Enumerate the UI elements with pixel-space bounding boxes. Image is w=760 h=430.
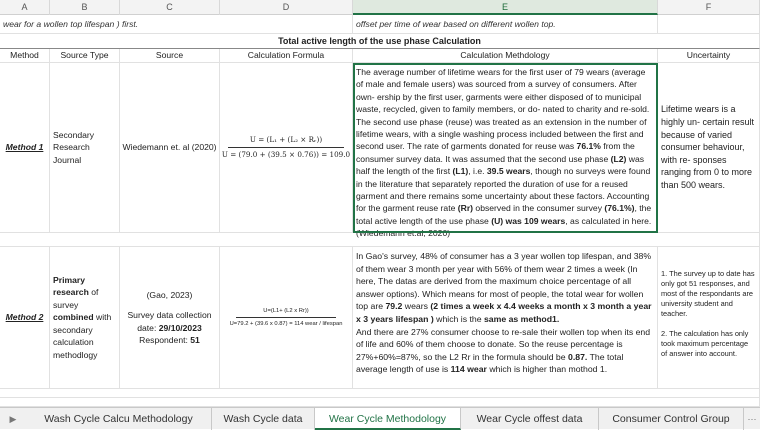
text-run: In Gao's survey, 48% of consumer has a 3 year wollen top lifespan, and 38% of them wear 3 month per year with 56% of them wear 2 times a week (In here, The datas are derived from the maximum choice percentage of all answer options). Which means for most of people, the total wear for wollen top are bbox=[356, 251, 652, 312]
bold-text-run: 79.2 bbox=[385, 301, 403, 312]
method2-source-date: 29/10/2023 bbox=[158, 322, 202, 333]
bold-text-run: 0.87. bbox=[568, 351, 588, 362]
header-source-type[interactable]: Source Type bbox=[50, 49, 120, 63]
header-uncertainty[interactable]: Uncertainty bbox=[658, 49, 760, 63]
method2-source bbox=[123, 289, 216, 347]
bold-text-run: (L2) bbox=[610, 153, 627, 164]
text-run: , though no surveys were found in the literature that separately reported the duration of use for a reused garment and there remains some uncertainty about these factors. Accounting for the garment reuse rate bbox=[356, 166, 651, 214]
method2-source-type-cell[interactable] bbox=[50, 247, 120, 389]
top-row-f-cell[interactable] bbox=[658, 15, 760, 34]
method2-source-type bbox=[53, 274, 116, 361]
formula-fraction-line bbox=[228, 147, 344, 148]
text-run: observed in the consumer survey bbox=[473, 203, 605, 214]
method2-source-type-bold2: combined bbox=[53, 312, 94, 323]
method1-uncertainty: Lifetime wears is a highly un- certain result because of varied consumer behaviour, with re- sponses ranging from 0 to more than 500 wears. bbox=[661, 104, 755, 190]
method1-formula bbox=[222, 135, 350, 160]
bold-text-run: (76.1%) bbox=[604, 203, 635, 214]
header-methodology[interactable]: Calculation Methdology bbox=[353, 49, 658, 63]
column-header-bar bbox=[0, 0, 760, 15]
method1-methodology-cell[interactable] bbox=[353, 63, 658, 239]
text-run: was half the length of the first bbox=[356, 153, 645, 177]
method2-label-cell[interactable] bbox=[0, 247, 50, 389]
method1-formula-numerator: U = (L₁ + (L₂ × Rᵣ)) bbox=[249, 135, 323, 144]
method2-formula-cell[interactable] bbox=[220, 247, 353, 389]
method2-methodology-cell[interactable] bbox=[353, 247, 658, 389]
method2-source-type-bold1: Primary research bbox=[53, 275, 89, 298]
method2-source-respondent: 51 bbox=[190, 334, 200, 345]
top-row-left-cell[interactable] bbox=[0, 15, 353, 34]
tab-wear-cycle-offest-data[interactable]: Wear Cycle offest data bbox=[461, 408, 599, 430]
text-run: , as calculated in here. (Wiedemann et.al, 2020) bbox=[356, 215, 652, 239]
column-header-c[interactable]: C bbox=[120, 0, 220, 15]
column-header-b[interactable]: B bbox=[50, 0, 120, 15]
method1-methodology-text bbox=[356, 66, 654, 240]
bold-text-run: same as method1. bbox=[483, 313, 560, 324]
text-run: which is the bbox=[433, 313, 484, 324]
column-header-a[interactable]: A bbox=[0, 0, 50, 15]
method1-source-type: Secondary Research Journal bbox=[53, 129, 95, 165]
bold-text-run: (U) was 109 wears bbox=[491, 215, 566, 226]
method2-source-date-line: Survey data collection date: 29/10/2023 bbox=[127, 310, 212, 333]
method1-source-type-cell[interactable] bbox=[50, 63, 120, 233]
more-sheets-icon[interactable]: ⋯ bbox=[747, 414, 757, 424]
method1-formula-denominator: U = (79.0 + (39.5 × 0.76)) = 109.0 bbox=[221, 150, 351, 159]
header-method[interactable]: Method bbox=[0, 49, 50, 63]
method2-formula-denominator: U=79.2 + (39.6 x 0.87) = 114 wear / lifespan bbox=[229, 321, 343, 327]
bold-text-run: 39.5 wears bbox=[486, 166, 531, 177]
method2-source-type-plain1: of survey bbox=[53, 287, 99, 310]
text-run: , the total active length of the use phase bbox=[356, 203, 652, 226]
method2-label: Method 2 bbox=[5, 312, 44, 323]
text-run: which is higher than mothod 1. bbox=[486, 364, 608, 375]
method2-source-type-plain2: with secondary calculation methodlogy bbox=[53, 312, 112, 360]
method1-formula-cell[interactable] bbox=[220, 63, 353, 233]
spreadsheet-grid bbox=[0, 15, 760, 407]
bold-text-run: 76.1% bbox=[576, 141, 601, 152]
tab-consumer-control-group[interactable]: Consumer Control Group bbox=[599, 408, 744, 430]
column-header-d[interactable]: D bbox=[220, 0, 353, 15]
text-run: The total average length of use is bbox=[356, 351, 624, 375]
method2-source-citation: (Gao, 2023) bbox=[146, 289, 193, 300]
scroll-left-icon[interactable]: ▶ bbox=[9, 414, 17, 424]
header-source[interactable]: Source bbox=[120, 49, 220, 63]
tab-wash-cycle-calcu-methodology[interactable]: Wash Cycle Calcu Methodology bbox=[26, 408, 212, 430]
method2-uncertainty-1: 1. The survey up to date has only got 51 responses, and most of the respondants are university student and teacher. bbox=[661, 269, 755, 318]
bold-text-run: 114 wear bbox=[450, 364, 487, 375]
method1-label-cell[interactable] bbox=[0, 63, 50, 233]
sheet-tab-bar bbox=[0, 407, 760, 429]
method2-methodology-text bbox=[356, 250, 654, 376]
header-formula[interactable]: Calculation Formula bbox=[220, 49, 353, 63]
section-title-cell[interactable] bbox=[0, 34, 760, 49]
text-run: wears bbox=[402, 301, 431, 312]
method1-source-cell[interactable] bbox=[120, 63, 220, 233]
formula-fraction-line bbox=[236, 317, 337, 318]
top-row-left-text: wear for a wollen top lifespan ) first. bbox=[3, 19, 139, 29]
section-title: Total active length of the use phase Calculation bbox=[278, 36, 481, 46]
text-run: , i.e. bbox=[468, 166, 487, 177]
column-header-f[interactable]: F bbox=[658, 0, 760, 15]
method1-source: Wiedemann et. al (2020) bbox=[122, 142, 217, 153]
bold-text-run: (Rr) bbox=[457, 203, 474, 214]
method1-uncertainty-cell[interactable] bbox=[658, 63, 760, 233]
bold-text-run: (2 times a week x 4.4 weeks a month x 3 month a year x 3 years lifespan ) bbox=[356, 301, 652, 324]
tab-wash-cycle-data[interactable]: Wash Cycle data bbox=[212, 408, 315, 430]
column-header-e[interactable]: E bbox=[353, 0, 658, 15]
bold-text-run: (L1) bbox=[452, 166, 469, 177]
top-row-right-cell[interactable] bbox=[353, 15, 658, 34]
tab-wear-cycle-methodology[interactable]: Wear Cycle Methodology bbox=[315, 408, 461, 430]
text-run: The average number of lifetime wears for the first user of 79 wears (average of male and female users) was sourced from a survey of consumers. After own- ership by the first user, garments were either disposed of to municipal waste, recycled, given to family members, or do- nated to charity and re-sold. The second use phase (reuse) was treated as an extension in the number of lifetime wears, with a single washing process included between the first and second user. The rate of garments donated for reuse was bbox=[356, 67, 650, 152]
text-run: from the consumer survey data. It was assumed that the second use phase bbox=[356, 141, 635, 164]
method1-label: Method 1 bbox=[5, 142, 44, 153]
empty-row[interactable] bbox=[0, 398, 760, 407]
text-run: And there are 27% consumer choose to re-sale their wollen top when its end of life and 60% of them choose to donate. So the reuse percentage is 27%+60%=87%, so the L2 Rr in the formula should be bbox=[356, 326, 651, 362]
empty-row[interactable] bbox=[0, 389, 760, 398]
method2-uncertainty-2: 2. The calculation has only took maximum percentage of answer into account. bbox=[661, 329, 749, 358]
method2-formula bbox=[230, 307, 343, 328]
method2-source-respondent-line: Respondent: 51 bbox=[139, 334, 200, 345]
spacer-row[interactable] bbox=[0, 233, 760, 247]
method2-uncertainty-cell[interactable] bbox=[658, 247, 760, 389]
top-row-right-text: offset per time of wear based on different wollen top. bbox=[356, 19, 556, 29]
method2-source-cell[interactable] bbox=[120, 247, 220, 389]
method2-formula-numerator: U=(L1+ (L2 x Rr)) bbox=[263, 308, 309, 314]
